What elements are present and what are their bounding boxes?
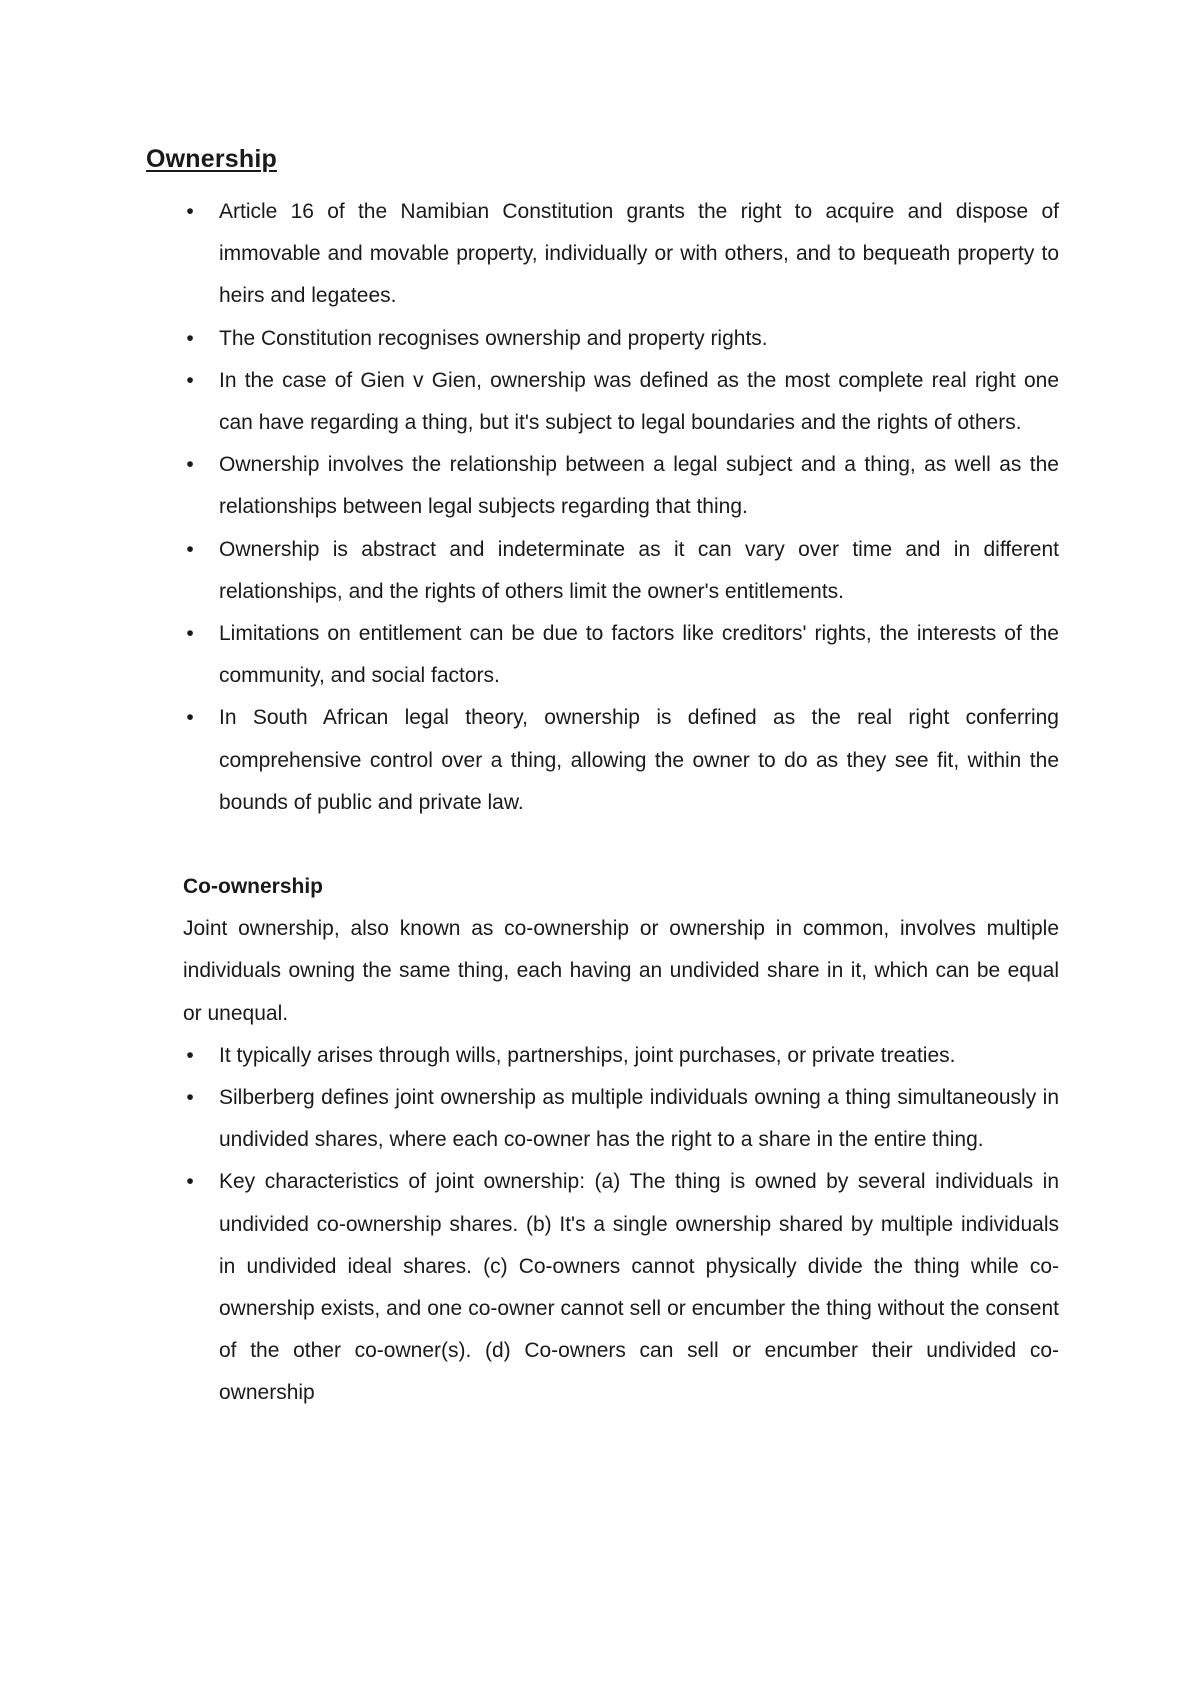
list-item-text: In South African legal theory, ownership is defined as the real right conferring comprehensive control over a thing, allowing the owner to do as they see fit, within the bounds of public and private law.: [219, 706, 1059, 814]
bullet-icon: •: [186, 200, 194, 223]
coownership-intro-paragraph: Joint ownership, also known as co-ownership or ownership in common, involves multiple individuals owning the same thing, each having an undivided share in it, which can be equal or unequal.: [183, 917, 1059, 1025]
list-item-text: Ownership involves the relationship between a legal subject and a thing, as well as the relationships between legal subjects regarding that thing.: [219, 453, 1059, 519]
coownership-bullet-list: [183, 1035, 1059, 1415]
section-heading-coownership: Co-ownership: [183, 875, 323, 899]
list-item-text: Ownership is abstract and indeterminate as it can vary over time and in different relationships, and the rights of others limit the owner's entitlements.: [219, 537, 1059, 603]
list-item: [183, 613, 1059, 697]
list-item-text: Limitations on entitlement can be due to factors like creditors' rights, the interests of the community, and social factors.: [219, 622, 1059, 688]
bullet-icon: •: [186, 622, 194, 646]
bullet-icon: •: [186, 453, 194, 477]
list-item-text: It typically arises through wills, partnerships, joint purchases, or private treaties.: [219, 1043, 956, 1067]
list-item: [183, 529, 1059, 613]
list-item: [183, 697, 1059, 824]
document-body: [183, 191, 1059, 1415]
list-item-text: Key characteristics of joint ownership: (a) The thing is owned by several individuals in undivided co-ownership shares. (b) It's a single ownership shared by multiple individuals in undivided ideal shares. (c) Co-owners cannot physically divide the thing while co-ownership exists, and one co-owner cannot sell or encumber the thing without the consent of the other co-owner(s). (d) Co-owners can sell or encumber their undivided co-ownership: [219, 1170, 1059, 1405]
page-title: Ownership: [146, 145, 277, 173]
list-item: [183, 360, 1059, 444]
list-item: [183, 318, 1059, 360]
bullet-icon: •: [186, 537, 194, 561]
list-item: [183, 444, 1059, 528]
list-item-text: Article 16 of the Namibian Constitution grants the right to acquire and dispose of immovable and movable property, individually or with others, and to bequeath property to heirs and legatees.: [219, 200, 1059, 308]
list-item: [183, 1035, 1059, 1077]
bullet-icon: •: [186, 326, 194, 350]
bullet-icon: •: [186, 706, 194, 730]
bullet-icon: •: [186, 368, 194, 392]
ownership-bullet-list: [183, 191, 1059, 824]
list-item: [183, 1161, 1059, 1414]
bullet-icon: •: [186, 1043, 194, 1067]
list-item-text: Silberberg defines joint ownership as multiple individuals owning a thing simultaneously in undivided shares, where each co-owner has the right to a share in the entire thing.: [219, 1086, 1059, 1152]
list-item-text: The Constitution recognises ownership and property rights.: [219, 326, 768, 350]
list-item: [183, 1077, 1059, 1161]
bullet-icon: •: [186, 1170, 194, 1194]
bullet-icon: •: [186, 1086, 194, 1110]
section-spacer: [183, 824, 1059, 866]
list-item: [183, 191, 1059, 318]
list-item-text: In the case of Gien v Gien, ownership was defined as the most complete real right one can have regarding a thing, but it's subject to legal boundaries and the rights of others.: [219, 368, 1059, 435]
